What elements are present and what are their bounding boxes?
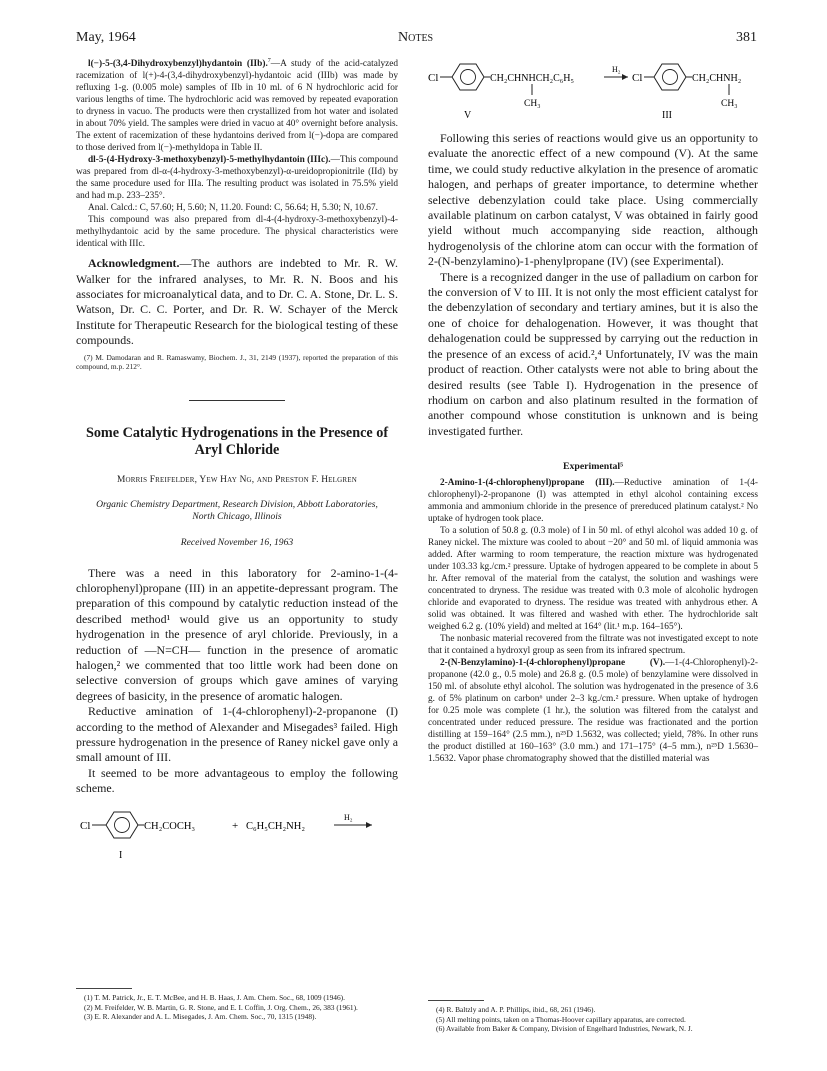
ack-heading: Acknowledgment. bbox=[88, 256, 180, 271]
benzene-ring-icon bbox=[452, 64, 484, 90]
methyl-label-iii: CH₃ bbox=[721, 99, 738, 109]
body-paragraph-2: There is a recognized danger in the use of palladium on carbon for the conversion of V to III. It is not only the most efficient catalyst for the debenzylation of secondary and tertiary amines, but it is also the one of choice for dehalogenation. However, it was thought that dehalogenation could be suppressed by carrying out the reduction in the presence of an excess of acid.²,⁴ Unfortunately, IV was the main product of reaction. Other catalysts were not able to bring about the desired results (see Table I). Hydrogenation in the presence of rhodium on carbon and also platinum resulted in the formation of another compound whose constitution is unknown and is being investigated further. bbox=[428, 269, 758, 438]
analysis: Anal. Calcd.: C, 57.60; H, 5.60; N, 11.20. Found: C, 56.64; H, 5.30; N, 10.67. bbox=[88, 203, 378, 214]
hydrogen-label: H₂ bbox=[344, 812, 353, 822]
benzylamine-label: C₆H₅CH₂NH₂ bbox=[246, 820, 305, 832]
received-date: Received November 16, 1963 bbox=[180, 537, 294, 549]
paragraph-iii-3: The nonbasic material recovered from the filtrate was not investigated except to note that it contained a hydroxyl group as seen from its infrared spectrum. bbox=[428, 634, 758, 657]
text-iiic: —This compound was prepared from dl-α-(4-hydroxy-3-methoxybenzyl)-α-ureidopropionitrile (IId) by the same procedure used for IIIa. The resulting product was isolated in 75.5% yield and had m.p. 233–235°. bbox=[76, 155, 398, 202]
footnote-3: (3) E. R. Alexander and A. L. Misegades, J. Am. Chem. Soc., 70, 1315 (1948). bbox=[84, 1012, 317, 1022]
chain-label-iii: CH₂CHNH₂ bbox=[692, 73, 742, 84]
text-iii: —Reductive amination of 1-(4-chlorophenyl)-2-propanone (I) was attempted in ethyl alcohol containing excess ammonia and ammonium chloride in the presence of prereduced platinum catalyst.² No uptake of hydrogen took place. bbox=[428, 478, 759, 525]
compound-label-i: I bbox=[119, 849, 123, 861]
paragraph-iii bbox=[428, 477, 758, 525]
ref-7: 7 bbox=[267, 58, 271, 64]
hydrogen-label-2: H₂ bbox=[612, 65, 621, 74]
chlorine-label: Cl bbox=[80, 819, 91, 832]
left-column bbox=[76, 55, 398, 865]
footnote-1: (1) T. M. Patrick, Jr., E. T. McBee, and H. B. Haas, J. Am. Chem. Soc., 68, 1009 (1946). bbox=[84, 993, 345, 1002]
article-title: Some Catalytic Hydrogenations in the Presence of Aryl Chloride bbox=[85, 424, 389, 458]
authors: Morris Freifelder, Yew Hay Ng, and Preston F. Helgren bbox=[117, 474, 357, 485]
right-column bbox=[428, 55, 758, 765]
text-iib: —A study of the acid-catalyzed racemization of l(+)-4-(3,4-dihydroxybenzyl)-hydantoic acid (IIIb) was made by refluxing 1-g. (0.005 mole) samples of IIb in 10 ml. of 6 N hydrochloric acid for various lengths of time. The hydrochloric acid was removed by repeated evaporation to dryness in vacuo. The products were then crystallized from hot water and isolated in about 70% yield. The samples were dried in vacuo at 40° overnight before analysis. The extent of racemization of these hydantoins derived from l(−)-dopa are compared to those derived from l(−)-methyldopa in Table II. bbox=[76, 59, 399, 154]
compound-label-iii: III bbox=[662, 110, 672, 121]
subheading-iiic: dl-5-(4-Hydroxy-3-methoxybenzyl)-5-methylhydantoin (IIIc). bbox=[88, 155, 331, 166]
paragraph-iiic bbox=[76, 154, 398, 202]
paragraph-iii-2: To a solution of 50.8 g. (0.3 mole) of I in 50 ml. of ethyl alcohol was added 10 g. of Raney nickel. The mixture was cooled to about −20° and 50 ml. of liquid ammonia was added. After warming to room temperature, the reaction mixture was hydrogenated under 103.33 kg./cm.² pressure. Uptake of hydrogen appeared to be complete in about 5 hr. After removal of the material from the catalyst, the solution and washings were concentrated to dryness. The residue was treated with 0.3 mole of alcoholic hydrogen chloride and evaporated to dryness. The residue was treated with anhydrous ether. A solid was obtained. It was filtered and washed with ether. The hydrochloride salt weighed 6.2 g. (10% yield) and melted at 164° (lit.¹ m.p. 164–165°). bbox=[428, 526, 758, 633]
affiliation: Organic Chemistry Department, Research Division, Abbott Laboratories, North Chicago, Illinois bbox=[96, 498, 378, 523]
divider bbox=[189, 400, 285, 401]
plus-sign: + bbox=[232, 819, 239, 832]
body-paragraph-1: Following this series of reactions would give us an opportunity to evaluate the anorectic effect of a new compound (V). At the same time, we could study reductive alkylation in the presence of aromatic halogen, and perhaps of greater importance, to determine whether selective debenzylation could take place. Using commercially available platinum on carbon catalyst, V was obtained in fairly good yield without much accompanying side reaction, although hydrogenolysis of the chlorine atom can occur with the formation of 2-(N-benzylamino)-1-phenylpropane (IV) (see Experimental). bbox=[428, 131, 758, 269]
experimental-heading: Experimental⁵ bbox=[562, 461, 624, 473]
subheading-iib: l(−)-5-(3,4-Dihydroxybenzyl)hydantoin (IIb). bbox=[88, 59, 268, 70]
scheme-compound-i bbox=[76, 803, 398, 865]
paragraph-v bbox=[428, 657, 758, 765]
footnote-7: (7) M. Damodaran and R. Ramaswamy, Biochem. J., 31, 2149 (1937), reported the preparation of this compound, m.p. 212°. bbox=[76, 352, 398, 372]
text-v: —1-(4-Chlorophenyl)-2-propanone (42.0 g., 0.5 mole) and 26.8 g. (0.5 mole) of benzylamine were dissolved in 150 ml. of absolute ethyl alcohol. The solution was hydrogenated in the presence of 3.6 g. of 5% platinum on carbon⁶ under 2–3 kg./cm.² pressure. When uptake of hydrogen for 0.25 mole was complete (1 hr.), the solution was filtered from the catalyst and concentrated under reduced pressure. The residue was fractionated and the portion distilling at 159–164° (2.5 mm.), n²⁵D 1.5632, was collected; yield, 78%. In other runs the product distilled at 160–163° (3.0 mm.) and 171–175° (4–5 mm.), n²⁵D 1.5630–1.5632. Vapor phase chromatography showed that the distilled material was bbox=[428, 658, 758, 765]
compound-label-v: V bbox=[464, 110, 472, 121]
intro-paragraph-3: It seemed to be more advantageous to employ the following scheme. bbox=[76, 765, 398, 796]
footnote-5: (5) All melting points, taken on a Thomas-Hoover capillary apparatus, are corrected. bbox=[436, 1014, 686, 1024]
benzene-ring-icon bbox=[654, 64, 686, 90]
acknowledgment bbox=[76, 256, 398, 348]
paragraph-iib bbox=[76, 55, 398, 154]
chlorine-label-iii: Cl bbox=[632, 72, 643, 84]
right-footnotes bbox=[428, 1000, 758, 1034]
chlorine-label-v: Cl bbox=[428, 72, 439, 84]
running-header-date: May, 1964 bbox=[76, 30, 136, 45]
subheading-iii: 2-Amino-1-(4-chlorophenyl)propane (III). bbox=[440, 478, 615, 489]
scheme-v-to-iii bbox=[428, 55, 758, 123]
substituent-label: CH₂COCH₃ bbox=[144, 820, 196, 832]
page-number: 381 bbox=[736, 30, 757, 45]
benzene-ring-icon bbox=[106, 812, 138, 838]
methyl-label-v: CH₃ bbox=[524, 99, 541, 109]
chain-label-v: CH₂CHNHCH₂C₆H₅ bbox=[490, 73, 574, 84]
subheading-v: 2-(N-Benzylamino)-1-(4-chlorophenyl)propane (V). bbox=[440, 658, 666, 669]
running-header-section: Notes bbox=[398, 30, 434, 45]
intro-paragraph-2: Reductive amination of 1-(4-chlorophenyl)-2-propanone (I) according to the method of Alexander and Misegades³ failed. High pressure hydrogenation in the presence of Raney nickel gave only a small amount of III. bbox=[76, 704, 398, 765]
paragraph-also: This compound was also prepared from dl-4-(4-hydroxy-3-methoxybenzyl)-4-methylhydantoic acid by the same procedure. The physical characteristics were identical with IIIc. bbox=[76, 215, 398, 250]
footnote-6: (6) Available from Baker & Company, Division of Engelhard Industries, Newark, N. J. bbox=[436, 1024, 693, 1034]
intro-paragraph-1: There was a need in this laboratory for 2-amino-1-(4-chlorophenyl)propane (III) in an appetite-depressant program. The preparation of this compound by catalytic reduction instead of the described method¹ would give us an opportunity to study hydrogenation in the presence of aryl chloride. Previously, in a reduction of —N=CH— function in the presence of aromatic halogen,² we commented that too little work had been done on selective conversion of groups which gave amines of varying degrees of basicity, in the presence of aromatic halogen. bbox=[76, 565, 398, 703]
left-footnotes bbox=[76, 988, 398, 1022]
footnote-rule bbox=[76, 988, 132, 989]
footnote-4: (4) R. Baltzly and A. P. Phillips, ibid., 68, 261 (1946). bbox=[436, 1005, 596, 1014]
footnote-rule-right bbox=[428, 1000, 484, 1001]
ack-text: —The authors are indebted to Mr. R. W. Walker for the infrared analyses, to Mr. R. N. Boos and his associates for microanalytical data, and to Dr. C. A. Stone, Dr. L. S. Watson, Dr. C. C. Porter, and Dr. R. W. Schayer of the Merck Institute for Therapeutic Research for the biological testing of these compounds. bbox=[76, 256, 398, 348]
footnote-2: (2) M. Freifelder, W. B. Martin, G. R. Stone, and E. I. Coffin, J. Org. Chem., 26, 383 (1961). bbox=[84, 1002, 358, 1012]
